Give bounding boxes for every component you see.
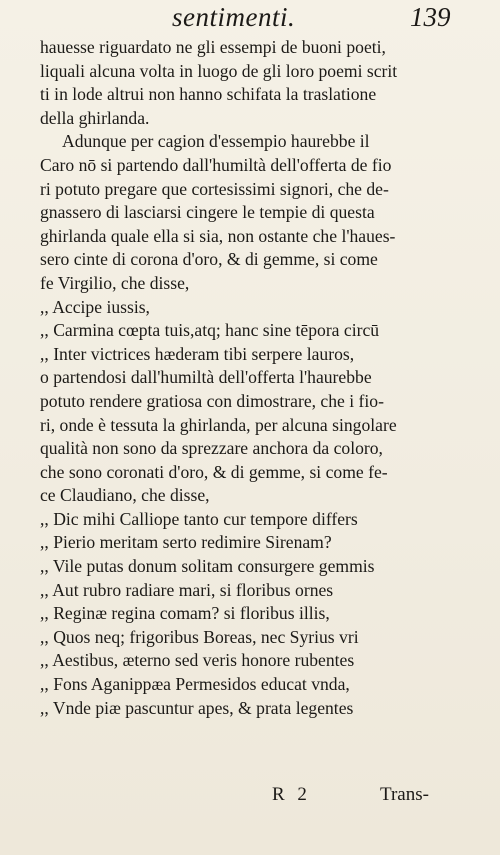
text-line: ti in lode altrui non hanno schifata la traslatione [40, 84, 377, 105]
page-number: 139 [410, 2, 451, 32]
catchword: Trans- [380, 784, 429, 805]
text-line: gnassero di lasciarsi cingere le tempie di questa [40, 202, 375, 223]
text-line: della ghirlanda. [40, 107, 150, 128]
text-line: ce Claudiano, che disse, [40, 485, 210, 506]
verse-line: ,, Fons Aganippæa Permesidos educat vnda, [40, 674, 350, 695]
text-block [40, 36, 465, 720]
text-line: ri potuto pregare que cortesissimi signori, che de- [40, 178, 389, 199]
signature-mark: R 2 [272, 784, 311, 805]
text-line: hauesse riguardato ne gli essempi de buoni poeti, [40, 37, 386, 57]
text-line: ghirlanda quale ella si sia, non ostante che l'haues- [40, 225, 396, 246]
paragraph-start-line: Adunque per cagion d'essempio haurebbe il [62, 131, 370, 152]
page-footer [0, 784, 500, 814]
text-line: ri, onde è tessuta la ghirlanda, per alcuna singolare [40, 414, 397, 435]
verse-line: ,, Aestibus, æterno sed veris honore rubentes [40, 650, 355, 671]
verse-line: ,, Accipe iussis, [40, 296, 150, 317]
text-line: liquali alcuna volta in luogo de gli loro poemi scrit [40, 60, 398, 81]
verse-line: ,, Aut rubro radiare mari, si floribus ornes [40, 579, 334, 600]
verse-line: ,, Dic mihi Calliope tanto cur tempore differs [40, 508, 358, 529]
verse-line: ,, Carmina cœpta tuis,atq; hanc sine tēpora circū [40, 320, 380, 341]
text-line: che sono coronati d'oro, & di gemme, si come fe- [40, 461, 388, 482]
verse-line: ,, Quos neq; frigoribus Boreas, nec Syrius vri [40, 626, 359, 647]
text-line: qualità non sono da sprezzare anchora da coloro, [40, 438, 383, 459]
verse-line: ,, Reginæ regina comam? si floribus illis, [40, 603, 330, 624]
text-line: sero cinte di corona d'oro, & di gemme, si come [40, 249, 378, 270]
running-title: sentimenti. [172, 2, 296, 32]
verse-line: ,, Vnde piæ pascuntur apes, & prata legentes [40, 697, 354, 718]
text-line: o partendosi dall'humiltà dell'offerta l'haurebbe [40, 367, 372, 388]
verse-line: ,, Pierio meritam serto redimire Sirenam? [40, 532, 332, 553]
text-line: fe Virgilio, che disse, [40, 272, 190, 293]
text-line: Caro nō si partendo dall'humiltà dell'offerta de fio [40, 154, 392, 175]
text-line: potuto rendere gratiosa con dimostrare, che i fio- [40, 390, 384, 411]
running-head [0, 2, 500, 36]
verse-line: ,, Inter victrices hæderam tibi serpere lauros, [40, 343, 355, 364]
verse-line: ,, Vile putas donum solitam consurgere gemmis [40, 556, 375, 577]
